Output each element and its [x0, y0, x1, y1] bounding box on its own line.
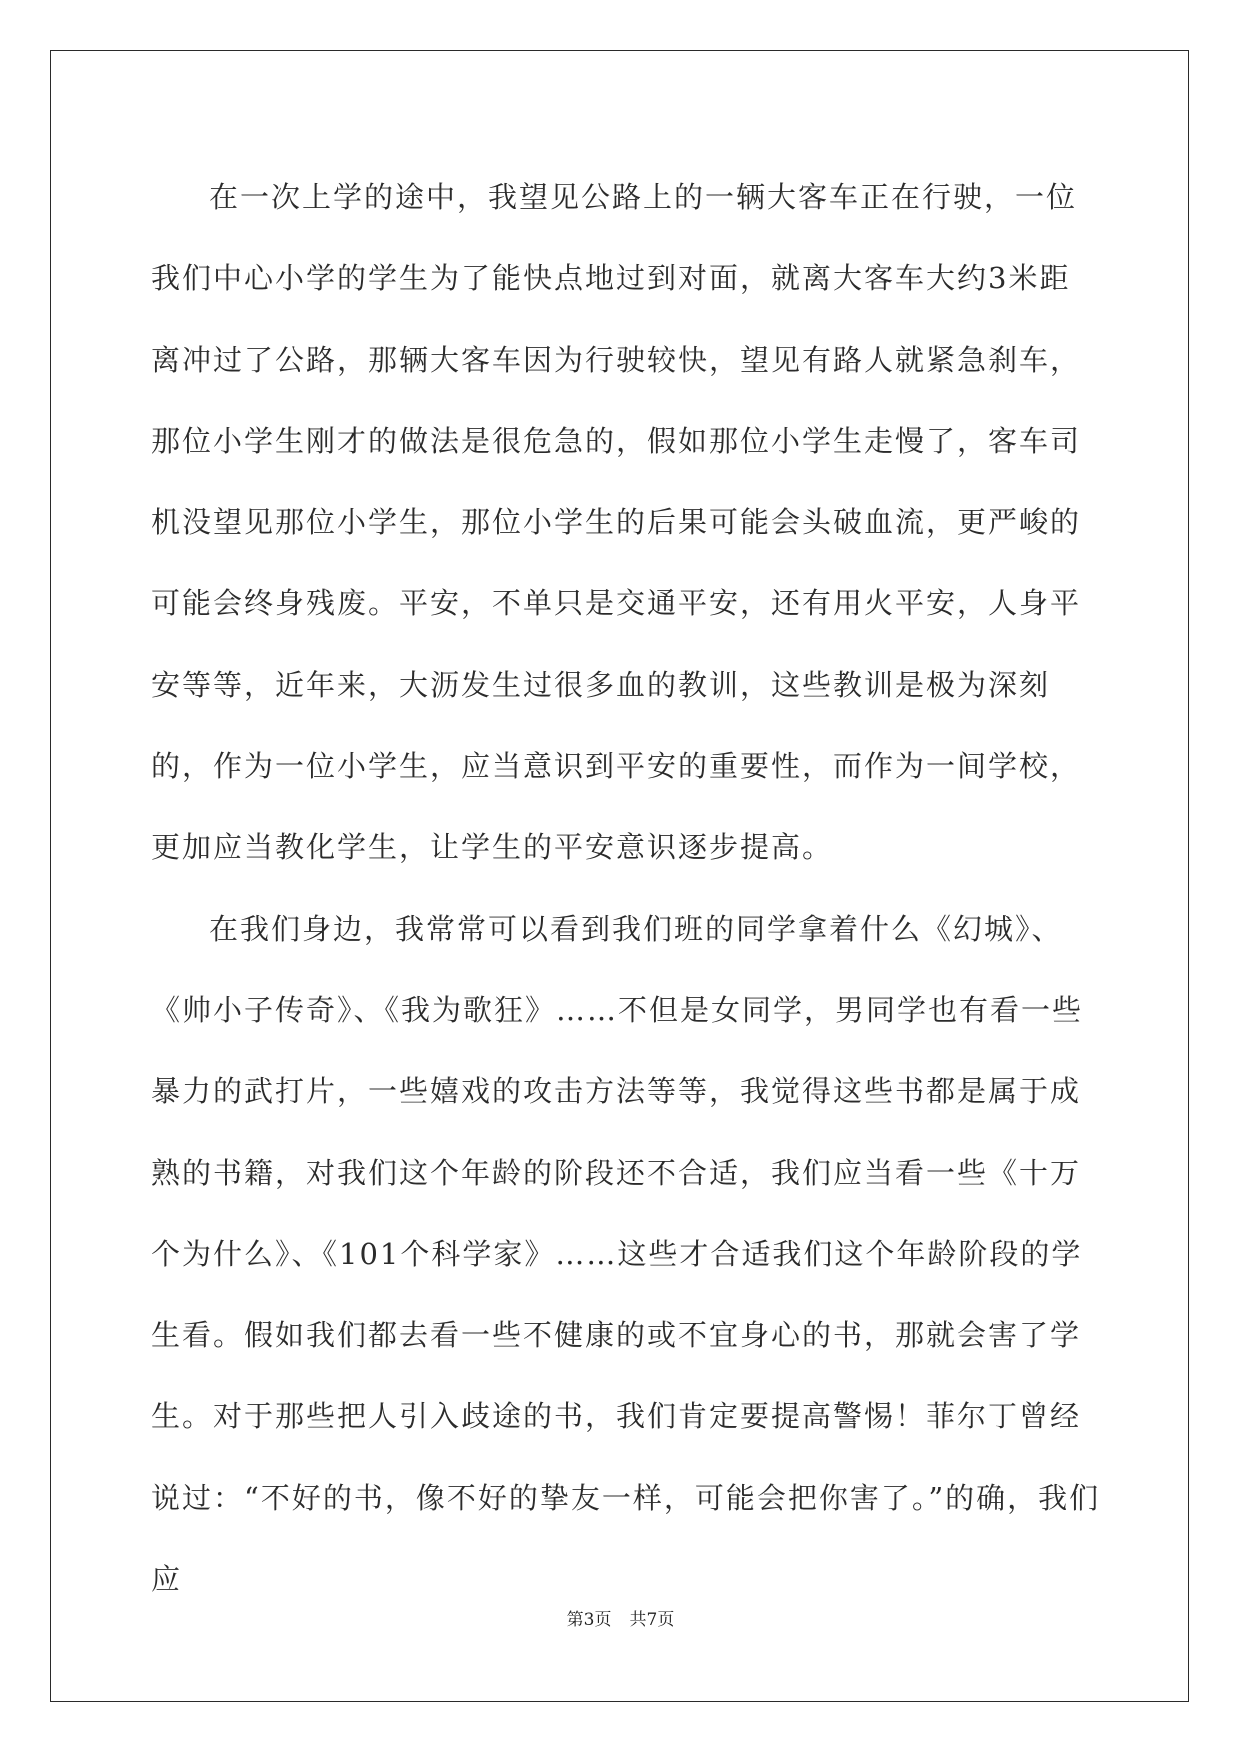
page-footer: [0, 1605, 1241, 1630]
document-body: [151, 157, 1101, 1620]
paragraph-books: 在我们身边，我常常可以看到我们班的同学拿着什么《幻城》、《帅小子传奇》、《我为歌狂》……不但是女同学，男同学也有看一些暴力的武打片，一些嬉戏的攻击方法等等，我觉得这些书都是属于成熟的书籍，对我们这个年龄的阶段还不合适，我们应当看一些《十万个为什么》、《101个科学家》……这些才合适我们这个年龄阶段的学生看。假如我们都去看一些不健康的或不宜身心的书，那就会害了学生。对于那些把人引入歧途的书，我们肯定要提高警惕！菲尔丁曾经说过：“不好的书，像不好的挚友一样，可能会把你害了。”的确，我们应: [151, 911, 1101, 1597]
page-number: 第3页: [566, 1610, 612, 1630]
page-total: 共7页: [629, 1610, 675, 1630]
paragraph-safety: 在一次上学的途中，我望见公路上的一辆大客车正在行驶，一位我们中心小学的学生为了能快点地过到对面，就离大客车大约3米距离冲过了公路，那辆大客车因为行驶较快，望见有路人就紧急刹车，那位小学生刚才的做法是很危急的，假如那位小学生走慢了，客车司机没望见那位小学生，那位小学生的后果可能会头破血流，更严峻的可能会终身残废。平安，不单只是交通平安，还有用火平安，人身平安等等，近年来，大沥发生过很多血的教训，这些教训是极为深刻的，作为一位小学生，应当意识到平安的重要性，而作为一间学校，更加应当教化学生，让学生的平安意识逐步提高。: [151, 180, 1082, 865]
